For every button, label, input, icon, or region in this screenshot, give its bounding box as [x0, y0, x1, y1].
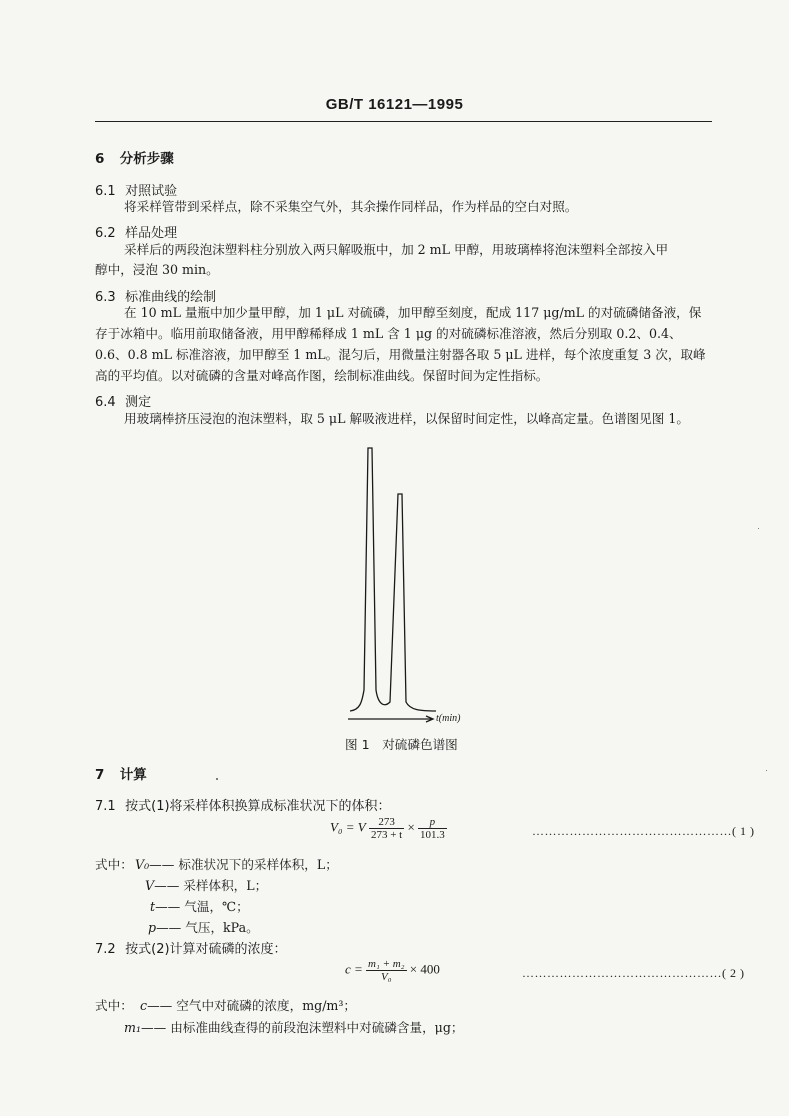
fraction-denominator: 101.3: [420, 829, 445, 841]
fraction-denominator: V₀: [381, 971, 392, 983]
definition-p: [148, 917, 259, 936]
subsection-number: 6.4: [95, 395, 116, 410]
fraction-denominator: 273 + t: [370, 829, 403, 841]
definition-text: —— 标准状况下的采样体积，L；: [149, 857, 338, 872]
paragraph-6-2-line-2: 醇中，浸泡 30 min。: [95, 262, 219, 277]
subsection-text: 按式(1)将采样体积换算成标准状况下的体积：: [125, 799, 391, 814]
time-axis-label: t(min): [436, 713, 461, 724]
definition-text: —— 采样体积，L；: [154, 878, 268, 893]
chromatogram-figure: [340, 440, 480, 725]
header-rule: [95, 121, 712, 122]
section-title: 计算: [119, 767, 147, 783]
definition-symbol: V₀: [135, 857, 150, 872]
subsection-title: 样品处理: [125, 226, 178, 241]
definition-m1: [124, 1017, 464, 1036]
section-number: 7: [95, 767, 105, 783]
subsection-title: 标准曲线的绘制: [125, 290, 217, 305]
subsection-title: 对照试验: [125, 184, 178, 199]
definition-symbol: c: [140, 998, 148, 1013]
definition-c: [140, 995, 356, 1014]
paragraph-6-2-line-1: 采样后的两段泡沫塑料柱分别放入两只解吸瓶中，加 2 mL 甲醇，用玻璃棒将泡沫塑料全部按入甲: [124, 242, 669, 257]
figure-caption: 图 1 对硫磷色谱图: [345, 737, 458, 752]
equation-1: [330, 816, 447, 841]
definition-text: —— 气压，kPa。: [156, 920, 259, 935]
definition-text: —— 气温，℃；: [155, 899, 249, 914]
fraction-numerator: p: [418, 816, 447, 829]
fraction-numerator: m₁ + m₂: [368, 958, 405, 970]
where-label-1: 式中：: [95, 857, 133, 872]
subsection-number: 6.2: [95, 226, 116, 241]
equation-lhs: V₀ = V: [330, 819, 366, 835]
equation-1-number: …………………………………………( 1 ): [532, 824, 755, 838]
where-label-2: 式中：: [95, 998, 133, 1013]
paragraph-6-3-line-4: 高的平均值。以对硫磷的含量对峰高作图，绘制标准曲线。保留时间为定性指标。: [95, 368, 549, 383]
fraction-pressure: [418, 816, 447, 841]
subsection-title: 测定: [125, 395, 152, 410]
section-number: 6: [95, 151, 105, 167]
paragraph-6-3-line-1: 在 10 mL 量瓶中加少量甲醇，加 1 μL 对硫磷，加甲醇至刻度，配成 117 μg/mL 的对硫磷储备液，保: [124, 305, 702, 320]
paragraph-6-4: 用玻璃棒挤压浸泡的泡沫塑料，取 5 μL 解吸液进样，以保留时间定性，以峰高定量。色谱图见图 1。: [124, 411, 689, 426]
fraction-numerator: 273: [369, 816, 404, 829]
section-title: 分析步骤: [119, 151, 174, 167]
subsection-7-2: [95, 938, 287, 957]
paragraph-6-1: 将采样管带到采样点，除不采集空气外，其余操作同样品，作为样品的空白对照。: [124, 199, 578, 214]
times-sign: ×: [407, 819, 415, 835]
definition-symbol: m₁: [124, 1020, 141, 1035]
definition-t: [150, 896, 249, 915]
subsection-number: 7.1: [95, 799, 116, 814]
equation-rest: × 400: [409, 961, 440, 977]
paragraph-6-3-line-2: 存于冰箱中。临用前取储备液，用甲醇稀释成 1 mL 含 1 μg 的对硫磷标准溶液，然后分别取 0.2、0.4、: [95, 326, 682, 341]
subsection-number: 6.1: [95, 184, 116, 199]
definition-symbol: V: [145, 878, 155, 893]
definition-symbol: t: [150, 899, 156, 914]
chromatogram-trace: [350, 448, 436, 711]
equation-2-number: …………………………………………( 2 ): [522, 966, 745, 980]
definition-text: —— 由标准曲线查得的前段泡沫塑料中对硫磷含量，μg；: [141, 1020, 464, 1035]
subsection-number: 7.2: [95, 942, 116, 957]
definition-text: —— 空气中对硫磷的浓度，mg/m³；: [147, 998, 357, 1013]
definition-V0: [135, 854, 338, 873]
paragraph-6-3-line-3: 0.6、0.8 mL 标准溶液，加甲醇至 1 mL。混匀后，用微量注射器各取 5 μL 进样，每个浓度重复 3 次，取峰: [95, 347, 706, 362]
fraction-mass-over-volume: [366, 958, 406, 983]
definition-V: [145, 875, 267, 894]
equation-2: [345, 958, 440, 983]
section-6-heading: [95, 147, 174, 167]
scan-speck: [766, 770, 767, 771]
equation-lhs: c =: [345, 961, 363, 977]
standard-header: GB/T 16121—1995: [325, 96, 464, 113]
scan-speck: [758, 528, 759, 529]
scan-speck: [216, 778, 218, 780]
definition-symbol: p: [148, 920, 157, 935]
subsection-text: 按式(2)计算对硫磷的浓度：: [125, 942, 287, 957]
subsection-number: 6.3: [95, 290, 116, 305]
section-7-heading: [95, 763, 147, 783]
subsection-7-1: [95, 795, 391, 814]
fraction-temperature: [369, 816, 404, 841]
